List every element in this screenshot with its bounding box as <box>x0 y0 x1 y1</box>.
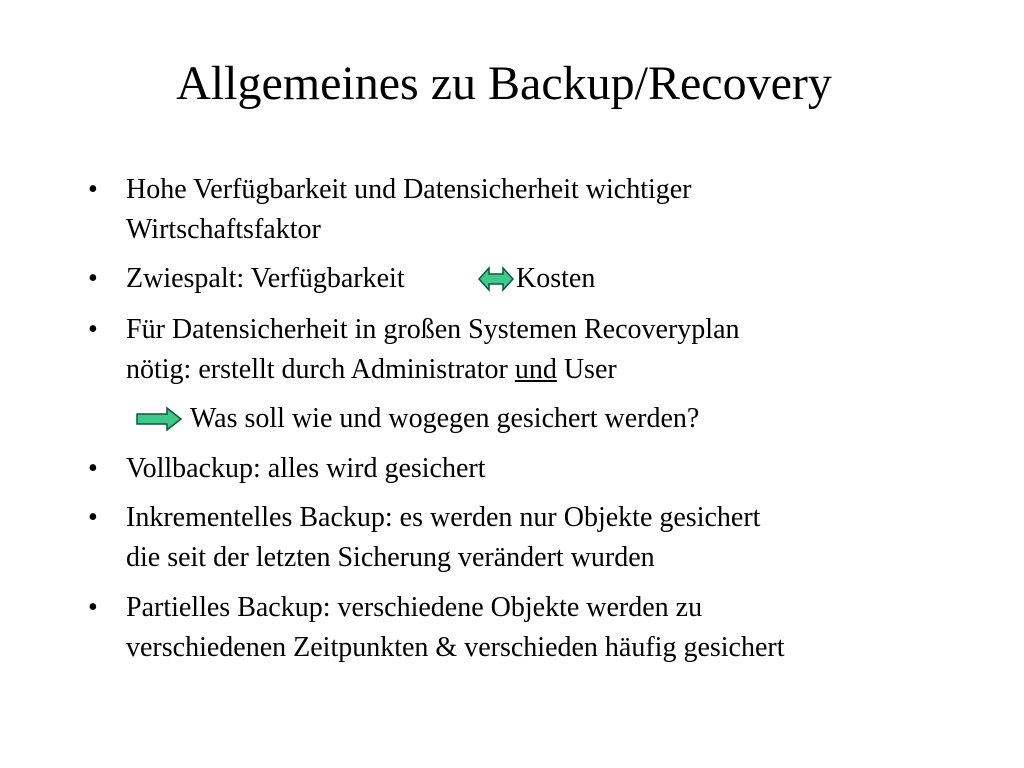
bullet-line: Vollbackup: alles wird gesichert <box>126 453 486 484</box>
underlined-word: und <box>514 354 557 385</box>
bullet-dot: • <box>88 174 98 205</box>
bullet-line: Partielles Backup: verschiedene Objekte werden zu <box>126 592 703 623</box>
bullet-dot: • <box>88 263 98 294</box>
bullet-text-left: Zwiespalt: Verfügbarkeit <box>126 263 405 294</box>
slide-title: Allgemeines zu Backup/Recovery <box>176 57 832 110</box>
bullet-text <box>126 170 692 250</box>
bullet-line: verschiedenen Zeitpunkten & verschieden häufig gesichert <box>126 632 785 663</box>
bullet-text-right-wrap <box>516 259 595 299</box>
bullet-text <box>126 310 740 390</box>
bullet-line: Wirtschaftsfaktor <box>126 214 321 245</box>
bullet-line: Für Datensicherheit in großen Systemen Recoveryplan <box>126 314 740 345</box>
bullet-line: Inkrementelles Backup: es werden nur Objekte gesichert <box>126 502 761 533</box>
bullet-line: die seit der letzten Sicherung verändert wurden <box>126 542 655 573</box>
bullet-line <box>126 350 740 390</box>
bullet-text <box>126 588 785 668</box>
bullet-dot: • <box>88 592 98 623</box>
sub-item <box>190 399 699 439</box>
bullet-line: Hohe Verfügbarkeit und Datensicherheit wichtiger <box>126 174 692 205</box>
bullet-line-part: User <box>563 354 617 385</box>
bullet-text-right: Kosten <box>516 263 596 294</box>
bullet-dot: • <box>88 502 98 533</box>
right-arrow-icon <box>135 404 183 434</box>
bullet-dot: • <box>88 314 98 345</box>
bullet-text <box>126 449 486 489</box>
double-arrow-icon <box>477 264 515 294</box>
bullet-text <box>126 498 760 578</box>
bullet-line-part: nötig: erstellt durch Administrator <box>126 354 508 385</box>
sub-item-text: Was soll wie und wogegen gesichert werden? <box>190 403 700 434</box>
bullet-dot: • <box>88 453 98 484</box>
bullet-text <box>126 259 405 299</box>
